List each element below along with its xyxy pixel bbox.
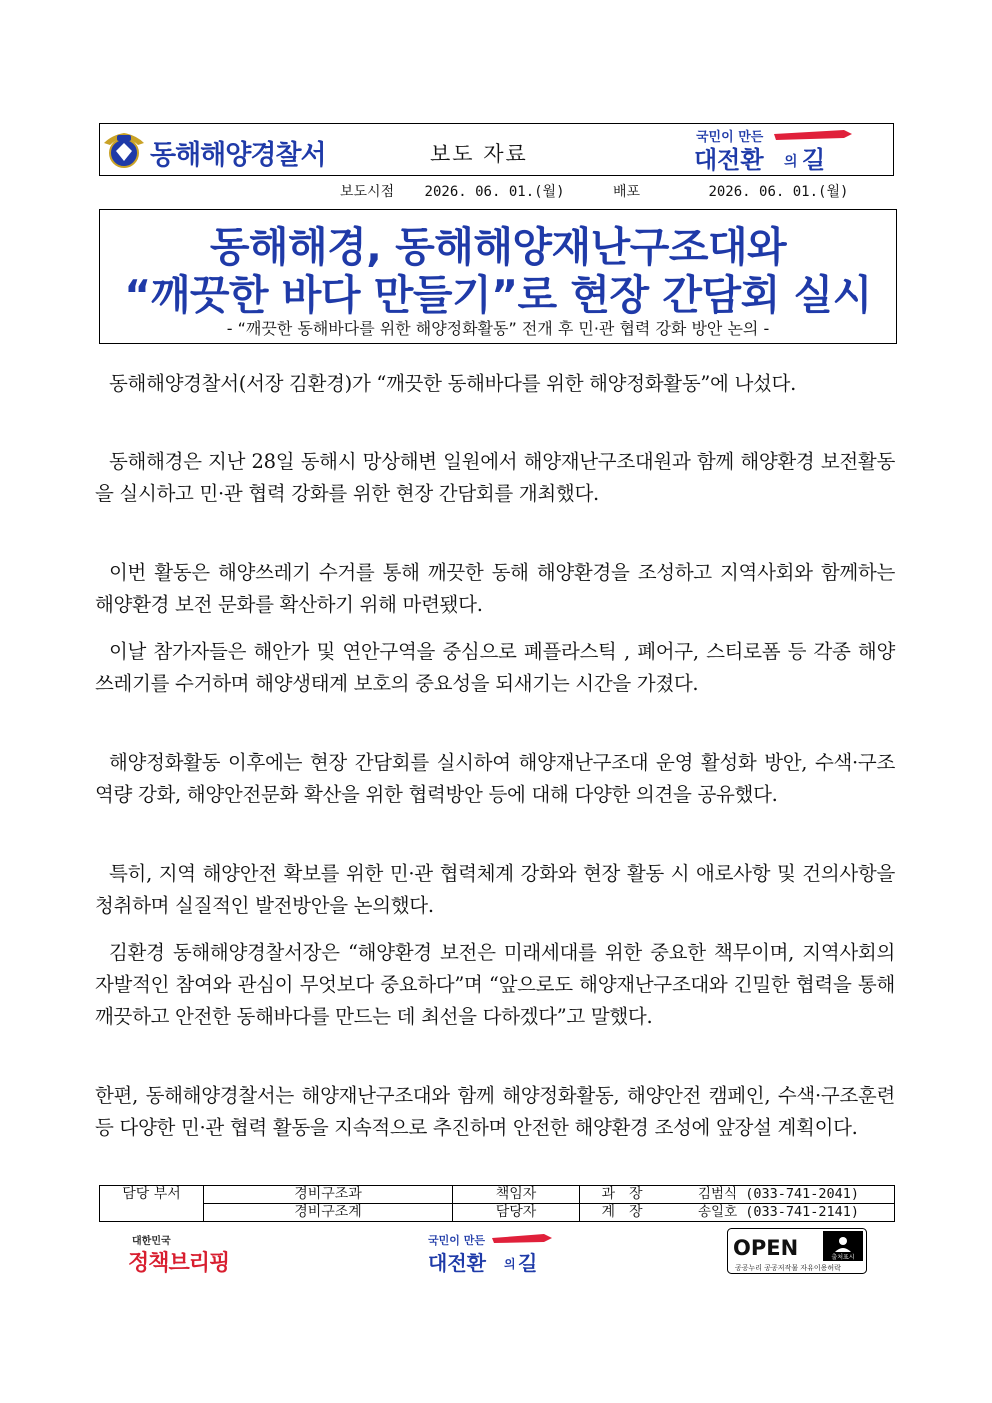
paragraph-4: 이날 참가자들은 해안가 및 연안구역을 중심으로 폐플라스틱 , 폐어구, 스티로폼 등 각종 해양쓰레기를 수거하며 해양생태계 보호의 중요성을 되새기는 시간을 가졌다. xyxy=(95,640,895,695)
license-caption: 공공누리 공공저작물 자유이용허락 xyxy=(735,1264,841,1272)
person-icon xyxy=(839,1237,847,1245)
footer-slogan-arrow-icon xyxy=(492,1234,552,1243)
distribution-date: 2026. 06. 01.(월) xyxy=(708,184,849,200)
briefing-main-text: 정책브리핑 xyxy=(128,1251,230,1276)
contact-table xyxy=(99,1185,895,1222)
role-label: 담당자 xyxy=(453,1204,580,1222)
paragraph-2: 동해해경은 지난 28일 동해시 망상해변 일원에서 해양재난구조대원과 함께 해양환경 보전활동을 실시하고 민·관 협력 강화를 위한 현장 간담회를 개최했다. xyxy=(95,450,895,505)
kogl-open-license-logo xyxy=(727,1228,867,1274)
dept-label: 담당 부서 xyxy=(100,1186,204,1222)
open-text: OPEN xyxy=(733,1236,799,1260)
org-name: 동해해양경찰서 xyxy=(150,140,326,171)
footer-slogan-main: 대전환 xyxy=(428,1251,486,1275)
release-date: 2026. 06. 01.(월) xyxy=(424,184,565,200)
headline-line-1: 동해해경, 동해해양재난구조대와 xyxy=(209,223,787,271)
dept-name: 경비구조과 xyxy=(204,1186,453,1204)
contact-row xyxy=(100,1204,895,1222)
person-contact: 송일호 (033-741-2141) xyxy=(678,1204,895,1222)
footer-slogan-logo xyxy=(422,1230,558,1276)
doc-type: 보도 자료 xyxy=(430,142,528,166)
team-name: 경비구조계 xyxy=(204,1204,453,1222)
position: 계장 xyxy=(580,1204,679,1222)
role-label: 책임자 xyxy=(453,1186,580,1204)
release-label: 보도시점 xyxy=(340,184,395,200)
slogan-arrow-icon xyxy=(774,130,852,140)
slogan-top-text: 국민이 만든 xyxy=(696,130,764,145)
person-contact: 김범식 (033-741-2041) xyxy=(678,1186,895,1204)
paragraph-8: 한편, 동해해양경찰서는 해양재난구조대와 함께 해양정화활동, 해양안전 캠페인, 수색·구조훈련 등 다양한 민·관 협력 활동을 지속적으로 추진하며 안전한 해양환경 조성에 앞장설 계획이다. xyxy=(95,1084,895,1139)
paragraph-6: 특히, 지역 해양안전 확보를 위한 민·관 협력체계 강화와 현장 활동 시 애로사항 및 건의사항을 청취하며 실질적인 발전방안을 논의했다. xyxy=(95,862,895,917)
distribution-label: 배포 xyxy=(612,184,641,200)
subtitle: - “깨끗한 동해바다를 위한 해양정화활동” 전개 후 민·관 협력 강화 방안 논의 - xyxy=(226,319,770,338)
slogan-logo xyxy=(692,126,862,174)
footer-slogan-end: 길 xyxy=(518,1251,538,1275)
footer-slogan-particle: 의 xyxy=(504,1257,516,1271)
coast-guard-emblem-icon xyxy=(102,129,146,173)
paragraph-7: 김환경 동해해양경찰서장은 “해양환경 보전은 미래세대를 위한 중요한 책무이며, 지역사회의 자발적인 참여와 관심이 무엇보다 중요하다”며 “앞으로도 해양재난구조대와 긴밀한 협력을 통해 깨끗하고 안전한 동해바다를 만드는 데 최선을 다하겠다”고 말했다. xyxy=(95,941,895,1028)
headline-line-2: “깨끗한 바다 만들기”로 현장 간담회 실시 xyxy=(124,271,872,319)
briefing-small-text: 대한민국 xyxy=(132,1236,171,1247)
date-line xyxy=(340,181,848,201)
paragraph-1: 동해해양경찰서(서장 김환경)가 “깨끗한 동해바다를 위한 해양정화활동”에 나섰다. xyxy=(109,372,796,395)
attribution-badge-text: 출처표시 xyxy=(831,1254,855,1261)
slogan-end-text: 길 xyxy=(802,146,826,174)
paragraph-5: 해양정화활동 이후에는 현장 간담회를 실시하여 해양재난구조대 운영 활성화 방안, 수색·구조 역량 강화, 해양안전문화 확산을 위한 협력방안 등에 대해 다양한 의견을 공유했다. xyxy=(95,751,895,806)
position: 과장 xyxy=(580,1186,679,1204)
footer-slogan-top: 국민이 만든 xyxy=(428,1234,485,1247)
slogan-main-text: 대전환 xyxy=(694,146,764,174)
paragraph-3: 이번 활동은 해양쓰레기 수거를 통해 깨끗한 동해 해양환경을 조성하고 지역사회와 함께하는 해양환경 보전 문화를 확산하기 위해 마련됐다. xyxy=(95,561,895,616)
contact-row xyxy=(100,1186,895,1204)
policy-briefing-logo xyxy=(128,1232,248,1276)
slogan-particle-text: 의 xyxy=(784,154,798,170)
